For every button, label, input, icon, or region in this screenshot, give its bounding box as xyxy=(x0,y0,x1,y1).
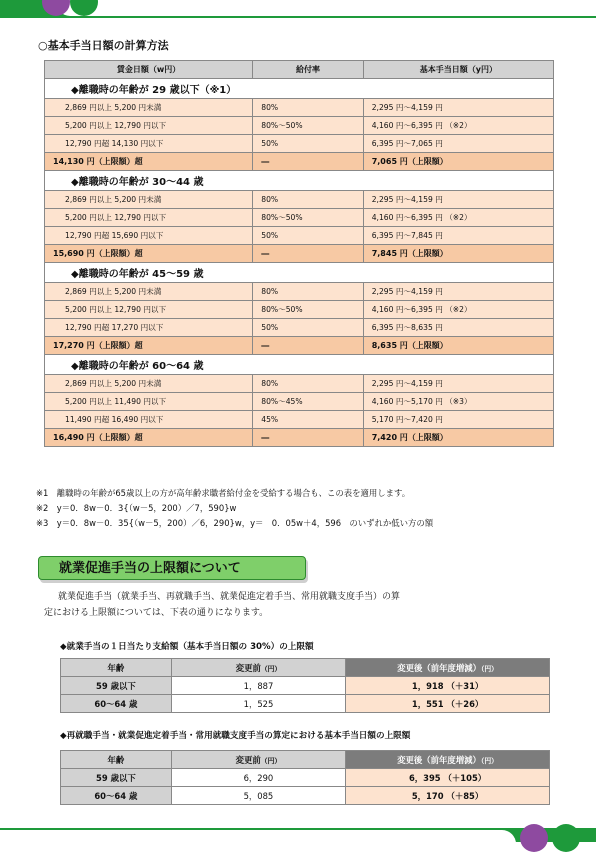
age-group-heading-row xyxy=(45,171,554,191)
amount-cell: 2,295 円～4,159 円 xyxy=(363,375,553,393)
limit-row xyxy=(45,337,554,355)
rate-cell: 80% xyxy=(253,375,363,393)
amount-cell: 6,395 円～8,635 円 xyxy=(363,319,553,337)
rate-cell: 50% xyxy=(253,319,363,337)
table-row xyxy=(61,769,550,787)
note-3: ※3 y＝0．8w－0．35{（w－5，200）／6，290}w，y＝ 0．05w＋4，596 のいずれか低い方の額 xyxy=(36,518,434,528)
wage-range-cell: 2,869 円以上 5,200 円未満 xyxy=(45,375,253,393)
table-row xyxy=(61,787,550,805)
table-a-header xyxy=(61,659,550,677)
table-a-header-before: 変更前（円） xyxy=(171,659,345,677)
limit-rate-cell: ― xyxy=(253,153,363,171)
rate-cell: 80%～50% xyxy=(253,301,363,319)
bottom-green-circle xyxy=(552,824,580,852)
table-a-title: ◆就業手当の１日当たり支給額（基本手当日額の 30%）の上限額 xyxy=(60,642,314,652)
table-body xyxy=(45,79,554,447)
table-row xyxy=(45,283,554,301)
wage-range-cell: 2,869 円以上 5,200 円未満 xyxy=(45,99,253,117)
limit-amount-cell: 7,420 円（上限額） xyxy=(363,429,553,447)
limit-row xyxy=(45,245,554,263)
table-row xyxy=(61,677,550,695)
paragraph-line-1: 就業促進手当（就業手当、再就職手当、就業促進定着手当、常用就職支度手当）の算 xyxy=(58,592,401,602)
table-a-header-age: 年齢 xyxy=(61,659,172,677)
limit-rate-cell: ― xyxy=(253,337,363,355)
table-row xyxy=(45,117,554,135)
wage-range-cell: 12,790 円超 17,270 円以下 xyxy=(45,319,253,337)
table-row xyxy=(45,411,554,429)
amount-cell: 4,160 円～6,395 円 （※2） xyxy=(363,301,553,319)
row-after: 1，551 （＋26） xyxy=(346,695,550,713)
row-after: 5，170 （＋85） xyxy=(346,787,550,805)
table-row xyxy=(45,319,554,337)
rate-cell: 80%～50% xyxy=(253,117,363,135)
table-row xyxy=(45,375,554,393)
table-b-title: ◆再就職手当・就業促進定着手当・常用就職支度手当の算定における基本手当日額の上限額 xyxy=(60,731,411,741)
wage-range-cell: 11,490 円超 16,490 円以下 xyxy=(45,411,253,429)
wage-range-cell: 5,200 円以上 11,490 円以下 xyxy=(45,393,253,411)
row-age: 59 歳以下 xyxy=(61,677,172,695)
paragraph-line-2: 定における上限額については、下表の通りになります。 xyxy=(44,608,269,618)
row-after: 1，918 （＋31） xyxy=(346,677,550,695)
header-rate: 給付率 xyxy=(253,61,363,79)
amount-cell: 2,295 円～4,159 円 xyxy=(363,99,553,117)
limit-amount-cell: 7,065 円（上限額） xyxy=(363,153,553,171)
note-2: ※2 y＝0．8w－0．3{（w－5，200）／7，590}w xyxy=(36,503,237,513)
table-b-header xyxy=(61,751,550,769)
limit-row xyxy=(45,429,554,447)
limit-rate-cell: ― xyxy=(253,245,363,263)
rate-cell: 45% xyxy=(253,411,363,429)
row-age: 60～64 歳 xyxy=(61,695,172,713)
row-before: 1，525 xyxy=(171,695,345,713)
table-a xyxy=(60,658,550,713)
section2-paragraph xyxy=(44,589,558,621)
bottom-white-cutout xyxy=(0,830,516,848)
table-a-header-after: 変更後（前年度増減）（円） xyxy=(346,659,550,677)
age-group-heading: ◆離職時の年齢が 45～59 歳 xyxy=(45,263,554,283)
age-group-heading-row xyxy=(45,263,554,283)
rate-cell: 80% xyxy=(253,99,363,117)
amount-cell: 6,395 円～7,065 円 xyxy=(363,135,553,153)
age-group-heading: ◆離職時の年齢が 60～64 歳 xyxy=(45,355,554,375)
table-row xyxy=(45,209,554,227)
notes xyxy=(36,486,433,531)
rate-cell: 80%～45% xyxy=(253,393,363,411)
amount-cell: 5,170 円～7,420 円 xyxy=(363,411,553,429)
header-wage: 賃金日額（w円） xyxy=(45,61,253,79)
limit-row xyxy=(45,153,554,171)
table-b-header-after: 変更後（前年度増減）（円） xyxy=(346,751,550,769)
wage-range-cell: 2,869 円以上 5,200 円未満 xyxy=(45,191,253,209)
wage-range-cell: 5,200 円以上 12,790 円以下 xyxy=(45,117,253,135)
age-group-heading-row xyxy=(45,355,554,375)
wage-range-cell: 5,200 円以上 12,790 円以下 xyxy=(45,301,253,319)
amount-cell: 2,295 円～4,159 円 xyxy=(363,283,553,301)
amount-cell: 4,160 円～6,395 円 （※2） xyxy=(363,209,553,227)
row-before: 6，290 xyxy=(171,769,345,787)
limit-amount-cell: 8,635 円（上限額） xyxy=(363,337,553,355)
age-group-heading-row xyxy=(45,79,554,99)
top-white-cutout xyxy=(56,0,596,16)
table-b-header-age: 年齢 xyxy=(61,751,172,769)
wage-range-cell: 12,790 円超 15,690 円以下 xyxy=(45,227,253,245)
table-row xyxy=(45,191,554,209)
table-row xyxy=(61,695,550,713)
benefit-calculation-table xyxy=(44,60,554,447)
rate-cell: 50% xyxy=(253,227,363,245)
limit-amount-cell: 7,845 円（上限額） xyxy=(363,245,553,263)
table-row xyxy=(45,227,554,245)
row-after: 6，395 （＋105） xyxy=(346,769,550,787)
row-before: 1，887 xyxy=(171,677,345,695)
table-row xyxy=(45,99,554,117)
rate-cell: 50% xyxy=(253,135,363,153)
amount-cell: 6,395 円～7,845 円 xyxy=(363,227,553,245)
limit-wage-cell: 16,490 円（上限額）超 xyxy=(45,429,253,447)
limit-wage-cell: 15,690 円（上限額）超 xyxy=(45,245,253,263)
wage-range-cell: 12,790 円超 14,130 円以下 xyxy=(45,135,253,153)
note-1: ※1 離職時の年齢が65歳以上の方が高年齢求職者給付金を受給する場合も、この表を適用します。 xyxy=(36,488,411,498)
section2-banner: 就業促進手当の上限額について xyxy=(38,556,306,580)
limit-wage-cell: 17,270 円（上限額）超 xyxy=(45,337,253,355)
age-group-heading: ◆離職時の年齢が 30～44 歳 xyxy=(45,171,554,191)
rate-cell: 80% xyxy=(253,191,363,209)
amount-cell: 2,295 円～4,159 円 xyxy=(363,191,553,209)
rate-cell: 80% xyxy=(253,283,363,301)
table-b xyxy=(60,750,550,805)
header-daily-amount: 基本手当日額（y円） xyxy=(363,61,553,79)
section-title: ○基本手当日額の計算方法 xyxy=(38,39,169,52)
wage-range-cell: 2,869 円以上 5,200 円未満 xyxy=(45,283,253,301)
bottom-purple-circle xyxy=(520,824,548,852)
amount-cell: 4,160 円～6,395 円 （※2） xyxy=(363,117,553,135)
row-age: 59 歳以下 xyxy=(61,769,172,787)
amount-cell: 4,160 円～5,170 円 （※3） xyxy=(363,393,553,411)
table-header-row xyxy=(45,61,554,79)
table-row xyxy=(45,135,554,153)
table-row xyxy=(45,301,554,319)
table-row xyxy=(45,393,554,411)
limit-rate-cell: ― xyxy=(253,429,363,447)
age-group-heading: ◆離職時の年齢が 29 歳以下（※1） xyxy=(45,79,554,99)
wage-range-cell: 5,200 円以上 12,790 円以下 xyxy=(45,209,253,227)
rate-cell: 80%～50% xyxy=(253,209,363,227)
row-age: 60～64 歳 xyxy=(61,787,172,805)
table-b-header-before: 変更前（円） xyxy=(171,751,345,769)
row-before: 5，085 xyxy=(171,787,345,805)
limit-wage-cell: 14,130 円（上限額）超 xyxy=(45,153,253,171)
